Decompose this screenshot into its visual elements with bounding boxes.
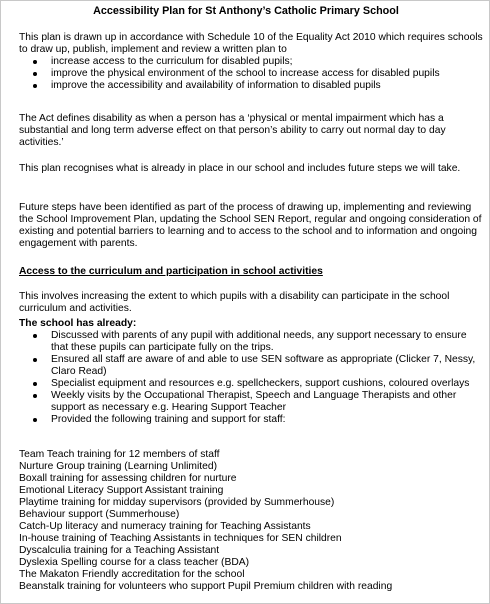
training-item: Dyslexia Spelling course for a class teacher (BDA) bbox=[19, 557, 250, 568]
definition-paragraph: The Act defines disability as when a person has a ‘physical or mental impairment which has a substantial and long term adverse effect on that person’s ability to carry out normal day to day activities.’ bbox=[19, 113, 446, 148]
training-item: Dyscalculia training for a Teaching Assistant bbox=[19, 545, 220, 556]
already-bullet: Discussed with parents of any pupil with additional needs, any support necessary to ensure that these pupils can participate fully on the trips. bbox=[31, 330, 485, 354]
training-item: Beanstalk training for volunteers who support Pupil Premium children with reading bbox=[19, 581, 393, 592]
future-steps-paragraph: Future steps have been identified as part of the process of drawing up, implementing and reviewing the School Improvement Plan, updating the School SEN Report, regular and ongoing consideration of existing and potential barriers to learning and to access to the school and to information and ongoing engagement with parents. bbox=[19, 202, 482, 249]
intro-bullet-list bbox=[19, 56, 485, 92]
already-bullet-list bbox=[19, 330, 485, 426]
training-item: Nurture Group training (Learning Unlimited) bbox=[19, 461, 218, 472]
already-bullet: Provided the following training and support for staff: bbox=[31, 414, 485, 426]
intro-bullet: improve the accessibility and availability of information to disabled pupils bbox=[31, 80, 485, 92]
already-bullet: Weekly visits by the Occupational Therapist, Speech and Language Therapists and other support as necessary e.g. Hearing Support Teacher bbox=[31, 390, 485, 414]
training-item: Emotional Literacy Support Assistant training bbox=[19, 485, 224, 496]
curriculum-paragraph: This involves increasing the extent to which pupils with a disability can participate in the school curriculum and activities. bbox=[19, 291, 450, 314]
training-item: Team Teach training for 12 members of staff bbox=[19, 449, 220, 460]
already-bullet: Ensured all staff are aware of and able to use SEN software as appropriate (Clicker 7, Nessy, Claro Read) bbox=[31, 354, 485, 378]
intro-bullet: increase access to the curriculum for disabled pupils; bbox=[31, 56, 485, 68]
recognises-paragraph: This plan recognises what is already in place in our school and includes future steps we will take. bbox=[19, 163, 461, 174]
intro-bullet: improve the physical environment of the school to increase access for disabled pupils bbox=[31, 68, 485, 80]
training-item: Catch-Up literacy and numeracy training for Teaching Assistants bbox=[19, 521, 311, 532]
already-bullet: Specialist equipment and resources e.g. spellcheckers, support cushions, coloured overlays bbox=[31, 378, 485, 390]
already-subheading: The school has already: bbox=[19, 318, 137, 329]
training-item: Boxall training for assessing children for nurture bbox=[19, 473, 237, 484]
document-title: Accessibility Plan for St Anthony’s Catholic Primary School bbox=[93, 5, 399, 17]
intro-paragraph bbox=[19, 32, 485, 92]
training-list bbox=[19, 449, 485, 593]
curriculum-heading: Access to the curriculum and participation in school activities bbox=[19, 266, 323, 277]
training-item: Playtime training for midday supervisors (provided by Summerhouse) bbox=[19, 497, 335, 508]
training-item: Behaviour support (Summerhouse) bbox=[19, 509, 180, 520]
intro-text: This plan is drawn up in accordance with Schedule 10 of the Equality Act 2010 which requires schools to draw up, publish, implement and review a written plan to bbox=[19, 32, 483, 55]
training-item: The Makaton Friendly accreditation for the school bbox=[19, 569, 245, 580]
training-item: In-house training of Teaching Assistants in techniques for SEN children bbox=[19, 533, 342, 544]
